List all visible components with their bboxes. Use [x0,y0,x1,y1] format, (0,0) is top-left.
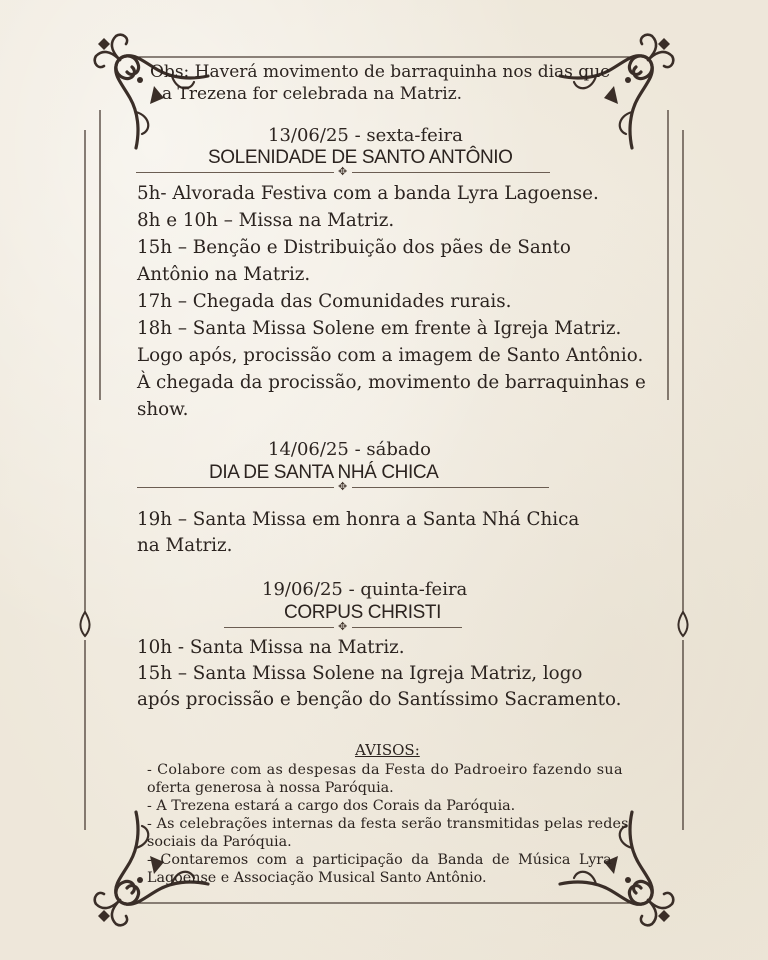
aviso-line: - Contaremos com a participação da Banda de Música Lyra [147,852,612,868]
cross-icon: ✥ [338,165,348,178]
schedule-line: após procissão e benção do Santíssimo Sacramento. [137,689,622,710]
day-date: 14/06/25 - sábado [268,439,431,460]
cross-icon: ✥ [338,620,348,633]
obs-line-1: Obs: Haverá movimento de barraquinha nos dias que [150,62,611,82]
day-date: 13/06/25 - sexta-feira [268,125,463,146]
aviso-line: Lagoense e Associação Musical Santo Antônio. [147,870,487,886]
schedule-line: 19h – Santa Missa em honra a Santa Nhá Chica [137,509,580,530]
day-title: CORPUS CHRISTI [284,602,441,623]
aviso-line: - As celebrações internas da festa serão transmitidas pelas redes [147,816,629,832]
title-divider [224,620,462,633]
day-date: 19/06/25 - quinta-feira [262,579,468,600]
aviso-line: - Colabore com as despesas da Festa do Padroeiro fazendo sua [147,762,623,778]
avisos-title: AVISOS: [355,741,420,759]
schedule-line: Antônio na Matriz. [137,264,311,285]
schedule-line: na Matriz. [137,535,233,556]
title-divider [137,480,549,493]
schedule-line: 8h e 10h – Missa na Matriz. [137,210,395,231]
aviso-line: - A Trezena estará a cargo dos Corais da Paróquia. [147,798,516,814]
schedule-line: 5h- Alvorada Festiva com a banda Lyra Lagoense. [137,183,599,204]
schedule-line: 15h – Benção e Distribuição dos pães de Santo [137,237,571,258]
day-title: SOLENIDADE DE SANTO ANTÔNIO [208,147,513,168]
schedule-line: 18h – Santa Missa Solene em frente à Igreja Matriz. [137,318,622,339]
schedule-line: À chegada da procissão, movimento de barraquinhas e [137,372,646,393]
day-title: DIA DE SANTA NHÁ CHICA [209,462,439,483]
schedule-line: 15h – Santa Missa Solene na Igreja Matriz, logo [137,663,583,684]
schedule-line: Logo após, procissão com a imagem de Santo Antônio. [137,345,644,366]
aviso-line: sociais da Paróquia. [147,834,292,850]
obs-line-2: a Trezena for celebrada na Matriz. [162,84,463,104]
title-divider [136,165,550,178]
schedule-line: show. [137,399,189,420]
schedule-line: 10h - Santa Missa na Matriz. [137,637,405,658]
cross-icon: ✥ [338,480,348,493]
schedule-line: 17h – Chegada das Comunidades rurais. [137,291,512,312]
aviso-line: oferta generosa à nossa Paróquia. [147,780,394,796]
